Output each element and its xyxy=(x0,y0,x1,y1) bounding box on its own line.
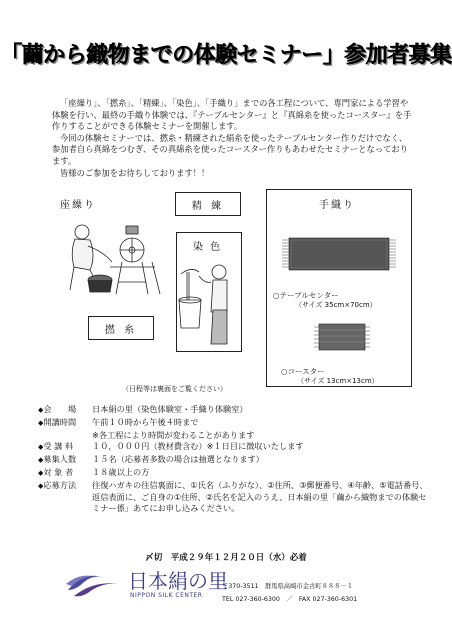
diamond-icon: ◆ xyxy=(38,406,44,414)
logo-subtitle: NIPPON SILK CENTER xyxy=(130,592,203,599)
detail-label: 対 象 者 xyxy=(43,466,74,477)
contact-line: TEL 027-360-6300 ／ FAX 027-360-6301 xyxy=(222,596,358,603)
intro-paragraph-2: 今回の体験セミナーでは、撚糸・精練された絹糸を使ったテーブルセンター作りだけでなく、参加者自ら真綿をつむぎ、その真綿糸を使ったコースター作りもあわせたセミナーとなっております。 xyxy=(52,132,409,166)
detail-row-hours-note xyxy=(38,430,428,442)
process-illustration xyxy=(60,190,240,393)
detail-row-fee xyxy=(38,441,428,454)
step-box-nenshi: 撚 糸 xyxy=(88,316,154,340)
diamond-icon: ◆ xyxy=(38,456,44,465)
table-center-size: （サイズ 35cm×70cm） xyxy=(295,301,377,309)
deadline: 〆切 平成２９年１２月２０日（水）必着 xyxy=(145,553,307,563)
detail-label: 受 講 料 xyxy=(43,441,74,452)
zakuri-illustration xyxy=(60,212,170,298)
detail-label: 募集人数 xyxy=(43,454,77,465)
page-title: 「繭から織物までの体験セミナー」参加者募集 xyxy=(0,43,452,68)
senshoku-illustration xyxy=(177,252,239,348)
step-label-senshoku: 染 色 xyxy=(193,242,223,253)
table-center-label: ○テーブルセンター xyxy=(273,291,339,300)
detail-label: 会 場 xyxy=(43,404,77,414)
coaster-label: ○コースター xyxy=(281,367,325,376)
detail-value: １５名（応募者多数の場合は抽選となります） xyxy=(92,454,264,465)
detail-value: 午前１０時から午後４時まで xyxy=(92,416,199,427)
detail-value: 往復ハガキの往信裏面に、①氏名（ふりがな）、②住所、③郵便番号、④年齢、⑤電話番号、返信表面に、ご自身の①住所、②氏名を記入のうえ、日本絹の里「繭から織物までの体験セミナー係」あてにお申し込みください。 xyxy=(92,479,428,514)
detail-row-venue xyxy=(38,404,428,417)
step-box-seiren: 精 練 xyxy=(175,192,241,216)
intro-paragraph-3: 皆様のご参加をお待ちしております！！ xyxy=(60,167,210,178)
step-label-zakuri: 座繰り xyxy=(60,200,96,211)
coaster-size: （サイズ 13cm×13cm） xyxy=(297,377,379,385)
detail-value: ※各工程により時間が変わることがあります xyxy=(92,429,255,440)
diamond-icon: ◆ xyxy=(38,481,44,490)
detail-value: １０，０００円（教材費含む）※１日目に徴収いたします xyxy=(92,441,304,452)
step-label-teori: 手織り xyxy=(319,200,355,211)
diamond-icon: ◆ xyxy=(38,468,44,477)
address-block xyxy=(222,580,357,606)
detail-value: １８歳以上の方 xyxy=(92,466,150,477)
detail-row-eligibility xyxy=(38,467,428,480)
coaster-illustration xyxy=(313,320,371,354)
detail-value: 日本絹の里（染色体験室・手織り体験室） xyxy=(92,404,248,414)
address-line: 〒370-3511 群馬県高崎市金古町８８８－１ xyxy=(222,583,354,590)
intro-text xyxy=(52,98,412,179)
table-center-illustration xyxy=(281,234,397,274)
logo-name: 日本絹の里 xyxy=(128,569,228,593)
teori-panel xyxy=(266,189,412,387)
diamond-icon: ◆ xyxy=(38,443,44,452)
details-list xyxy=(38,404,428,515)
diamond-icon: ◆ xyxy=(38,418,44,427)
detail-row-hours xyxy=(38,417,428,430)
detail-label: 応募方法 xyxy=(43,479,77,490)
schedule-note: （日程等は裏面をご覧ください） xyxy=(122,385,227,393)
detail-label: 開講時間 xyxy=(43,416,77,427)
intro-paragraph-1: 「座繰り」、「撚糸」、「精練」、「染色」、「手織り」までの各工程について、専門家による学習や体験を行い、最終の手織り体験では、『テーブルセンター』と『真綿糸を使ったコースター』を手作りすることができる体験セミナーを開催します。 xyxy=(52,98,412,132)
detail-row-application xyxy=(38,480,428,515)
silk-center-logo-icon xyxy=(64,568,126,602)
detail-row-capacity xyxy=(38,454,428,467)
